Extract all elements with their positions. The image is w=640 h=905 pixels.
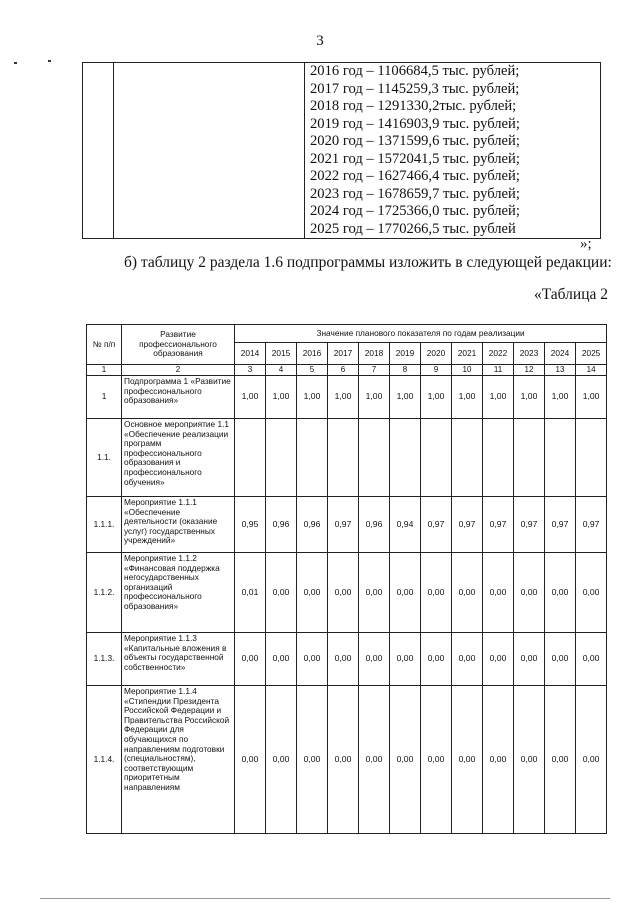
- indicator-value: [483, 419, 514, 497]
- table-row: [87, 686, 607, 834]
- row-number: 1.1.: [87, 419, 122, 497]
- year-header: 2023: [514, 343, 545, 365]
- year-header: 2021: [452, 343, 483, 365]
- year-header: 2019: [390, 343, 421, 365]
- indicator-value: 0,00: [452, 553, 483, 633]
- row-number: 1.1.1.: [87, 497, 122, 553]
- table-row: [87, 376, 607, 419]
- indicator-value: 0,97: [483, 497, 514, 553]
- indicator-value: 1,00: [359, 376, 390, 419]
- indicator-value: 0,00: [452, 686, 483, 834]
- row-name: Мероприятие 1.1.2 «Финансовая поддержка негосударственных организаций профессионального образования»: [122, 553, 235, 633]
- empty-cell: [83, 63, 114, 239]
- table-row: [87, 633, 607, 686]
- column-index: 14: [576, 365, 607, 376]
- indicator-value: 0,96: [297, 497, 328, 553]
- indicator-value: 0,00: [359, 633, 390, 686]
- indicator-value: 0,97: [545, 497, 576, 553]
- indicator-value: 0,00: [576, 686, 607, 834]
- year-header: 2025: [576, 343, 607, 365]
- row-name: Мероприятие 1.1.4 «Стипендии Президента Российской Федерации и Правительства Российской Федерации для обучающихся по направлениям подготовки (специальностям), соответствующим приоритетным направлениям: [122, 686, 235, 834]
- indicator-value: 0,97: [421, 497, 452, 553]
- indicator-value: 1,00: [328, 376, 359, 419]
- row-name: Мероприятие 1.1.3 «Капитальные вложения в объекты государственной собственности»: [122, 633, 235, 686]
- funding-table-fragment: [82, 62, 601, 239]
- indicator-value: 0,00: [483, 686, 514, 834]
- indicator-value: [235, 419, 266, 497]
- indicator-value: 0,00: [452, 633, 483, 686]
- row-number: 1.1.3.: [87, 633, 122, 686]
- indicator-value: 0,00: [328, 553, 359, 633]
- row-number: 1: [87, 376, 122, 419]
- indicator-value: 1,00: [452, 376, 483, 419]
- year-header: 2020: [421, 343, 452, 365]
- indicator-value: 0,00: [390, 686, 421, 834]
- column-index: 8: [390, 365, 421, 376]
- indicator-value: [359, 419, 390, 497]
- indicator-value: 0,00: [297, 686, 328, 834]
- indicator-value: [390, 419, 421, 497]
- indicator-value: 0,00: [328, 686, 359, 834]
- indicator-value: 0,00: [297, 633, 328, 686]
- col-num-header: № п/п: [87, 325, 122, 365]
- column-index: 7: [359, 365, 390, 376]
- row-name: Мероприятие 1.1.1 «Обеспечение деятельности (оказание услуг) государственных учреждений»: [122, 497, 235, 553]
- table-row: [87, 497, 607, 553]
- indicator-value: 0,96: [359, 497, 390, 553]
- indicator-value: 0,00: [390, 633, 421, 686]
- row-number: 1.1.2.: [87, 553, 122, 633]
- year-header: 2022: [483, 343, 514, 365]
- page-bottom-edge: [40, 898, 610, 899]
- funding-line: 2021 год – 1572041,5 тыс. рублей;: [310, 150, 520, 167]
- indicator-value: 1,00: [421, 376, 452, 419]
- year-header: 2014: [235, 343, 266, 365]
- indicator-value: 0,00: [421, 686, 452, 834]
- col-name-header: Развитие профессионального образования: [122, 325, 235, 365]
- indicator-value: 0,00: [514, 553, 545, 633]
- indicator-value: 1,00: [297, 376, 328, 419]
- row-name: Основное мероприятие 1.1 «Обеспечение реализации программ профессионального образования и профессионального обучения»: [122, 419, 235, 497]
- indicator-value: 0,00: [390, 553, 421, 633]
- year-header: 2017: [328, 343, 359, 365]
- indicator-value: 1,00: [576, 376, 607, 419]
- indicator-value: [328, 419, 359, 497]
- indicator-value: 1,00: [514, 376, 545, 419]
- indicator-value: 0,97: [514, 497, 545, 553]
- indicator-value: [576, 419, 607, 497]
- column-index: 6: [328, 365, 359, 376]
- column-index: 1: [87, 365, 122, 376]
- indicator-value: 1,00: [266, 376, 297, 419]
- indicator-value: 0,95: [235, 497, 266, 553]
- funding-line: 2017 год – 1145259,3 тыс. рублей;: [310, 80, 520, 97]
- indicator-value: [297, 419, 328, 497]
- indicator-value: 0,00: [421, 553, 452, 633]
- row-number: 1.1.4.: [87, 686, 122, 834]
- scan-speck: [14, 62, 17, 64]
- indicator-value: 0,00: [266, 686, 297, 834]
- indicator-value: 0,00: [266, 553, 297, 633]
- funding-line: 2022 год – 1627466,4 тыс. рублей;: [310, 168, 520, 184]
- table-row: [87, 553, 607, 633]
- table-row: [87, 419, 607, 497]
- indicator-value: 0,01: [235, 553, 266, 633]
- indicator-value: [266, 419, 297, 497]
- column-index: 10: [452, 365, 483, 376]
- indicator-value: 0,00: [359, 686, 390, 834]
- indicator-value: 0,97: [328, 497, 359, 553]
- indicator-value: 0,00: [545, 633, 576, 686]
- indicator-value: 1,00: [483, 376, 514, 419]
- indicator-value: 0,00: [359, 553, 390, 633]
- group-header: Значение планового показателя по годам реализации: [235, 325, 607, 343]
- indicator-value: [545, 419, 576, 497]
- indicator-value: 0,00: [421, 633, 452, 686]
- column-index: 11: [483, 365, 514, 376]
- indicator-value: 0,97: [452, 497, 483, 553]
- column-index: 5: [297, 365, 328, 376]
- funding-line: 2016 год – 1106684,5 тыс. рублей;: [310, 63, 520, 79]
- year-header: 2016: [297, 343, 328, 365]
- indicator-value: [452, 419, 483, 497]
- indicator-value: 0,00: [514, 633, 545, 686]
- funding-line: 2018 год – 1291330,2тыс. рублей;: [310, 98, 517, 114]
- indicator-value: 1,00: [390, 376, 421, 419]
- funding-line: 2020 год – 1371599,6 тыс. рублей;: [310, 133, 520, 149]
- indicator-value: 0,00: [266, 633, 297, 686]
- column-index: 13: [545, 365, 576, 376]
- row-name: Подпрограмма 1 «Развитие профессионального образования»: [122, 376, 235, 419]
- indicator-value: 0,00: [235, 686, 266, 834]
- indicator-value: 0,94: [390, 497, 421, 553]
- closing-quote: »;: [580, 236, 592, 252]
- indicator-value: 0,96: [266, 497, 297, 553]
- funding-by-year-cell: [305, 63, 601, 239]
- page-number: 3: [316, 33, 324, 49]
- funding-line: 2019 год – 1416903,9 тыс. рублей;: [310, 115, 520, 132]
- year-header: 2015: [266, 343, 297, 365]
- indicator-value: [421, 419, 452, 497]
- indicator-table: [86, 324, 607, 834]
- table-caption: «Таблица 2: [533, 286, 608, 303]
- year-header: 2018: [359, 343, 390, 365]
- indicator-value: 1,00: [235, 376, 266, 419]
- column-index: 4: [266, 365, 297, 376]
- empty-cell: [114, 63, 305, 239]
- funding-line: 2024 год – 1725366,0 тыс. рублей;: [310, 203, 520, 219]
- column-index-row: [87, 365, 607, 376]
- scan-speck: [48, 60, 51, 62]
- funding-line: 2025 год – 1770266,5 тыс. рублей: [310, 220, 516, 237]
- indicator-value: 0,00: [328, 633, 359, 686]
- indicator-value: 0,00: [545, 553, 576, 633]
- column-index: 12: [514, 365, 545, 376]
- indicator-value: 0,00: [297, 553, 328, 633]
- year-header: 2024: [545, 343, 576, 365]
- indicator-value: 0,00: [483, 633, 514, 686]
- amendment-instruction: б) таблицу 2 раздела 1.6 подпрограммы изложить в следующей редакции:: [124, 254, 612, 271]
- indicator-value: 0,00: [514, 686, 545, 834]
- funding-line: 2023 год – 1678659,7 тыс. рублей;: [310, 185, 520, 202]
- indicator-value: 0,00: [235, 633, 266, 686]
- indicator-value: 0,00: [545, 686, 576, 834]
- indicator-value: 0,00: [576, 633, 607, 686]
- column-index: 9: [421, 365, 452, 376]
- indicator-value: 0,97: [576, 497, 607, 553]
- column-index: 3: [235, 365, 266, 376]
- indicator-value: 1,00: [545, 376, 576, 419]
- indicator-value: 0,00: [483, 553, 514, 633]
- column-index: 2: [122, 365, 235, 376]
- indicator-value: 0,00: [576, 553, 607, 633]
- indicator-value: [514, 419, 545, 497]
